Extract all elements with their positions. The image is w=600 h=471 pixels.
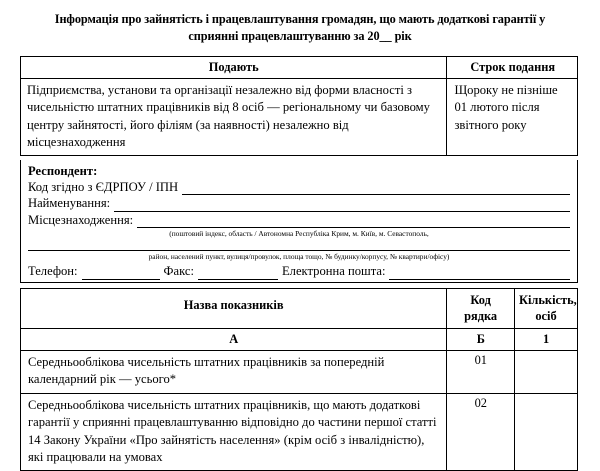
location-caption-line-2: район, населений пункт, вулиця/провулок, площа тощо, № будинку/корпусу, № квартири/офісу) (148, 252, 450, 262)
edrpou-label: Код згідно з ЄДРПОУ / ІПН (28, 180, 179, 194)
submission-header-who: Подають (21, 57, 447, 78)
submission-header-deadline: Строк подання (470, 60, 556, 74)
respondent-heading: Респондент: (28, 164, 98, 178)
indicators-letter-name: А (21, 329, 447, 350)
indicators-header-quantity (515, 289, 577, 328)
submission-table-header-row (21, 57, 577, 79)
indicator-quantity-02[interactable] (515, 394, 577, 471)
phone-input[interactable] (82, 266, 160, 280)
name-label: Найменування: (28, 196, 111, 211)
edrpou-input[interactable] (182, 181, 570, 195)
page-title: Інформація про зайнятість і працевлаштування громадян, що мають додаткові гарантії у сприянні працевлаштуванню за 20__ рік (54, 12, 546, 43)
name-input[interactable] (114, 198, 570, 212)
indicators-header-code-line1: Код (470, 293, 491, 307)
table-row (21, 351, 577, 394)
indicators-table (20, 288, 578, 471)
respondent-name-row (28, 195, 570, 211)
indicators-header-code-line2: рядка (464, 309, 498, 323)
indicator-code-01: 01 (447, 351, 515, 393)
indicators-header-code (447, 289, 515, 328)
table-row (21, 394, 577, 471)
phone-label: Телефон: (28, 264, 78, 279)
respondent-location-row (28, 212, 570, 228)
indicators-header-quantity-line2: осіб (535, 309, 557, 323)
respondent-edrpou-row (28, 179, 570, 195)
indicators-header-row (21, 289, 577, 329)
email-input[interactable] (389, 266, 570, 280)
submission-cell-who: Підприємства, установи та організації незалежно від форми власності з чисельністю штатних працівників від 8 осіб — регіональному чи базовому центру зайнятості, його філіям (за наявності) незалежно від місцезнаходження (21, 79, 447, 155)
location-label: Місцезнаходження: (28, 212, 134, 227)
submission-cell-deadline: Щороку не пізніше 01 лютого після звітного року (454, 83, 558, 132)
email-label: Електронна пошта: (281, 264, 386, 279)
indicators-letter-quantity: 1 (543, 332, 550, 346)
location-input[interactable] (137, 214, 570, 228)
table-row (21, 79, 577, 156)
submission-table (20, 56, 578, 156)
indicator-name-02: Середньооблікова чисельність штатних працівників, що мають додаткові гарантії у сприянні працевлаштуванню відповідно до частини першої статті 14 Закону України «Про зайнятість населення» (крім осіб з інвалідністю), які працювали на умовах (21, 394, 447, 471)
respondent-section (20, 160, 578, 283)
indicators-letter-row (21, 329, 577, 351)
fax-label: Факс: (163, 264, 194, 279)
indicators-header-quantity-line1: Кількість, (519, 293, 577, 307)
indicator-name-01: Середньооблікова чисельність штатних працівників за попередній календарний рік — усього* (21, 351, 447, 393)
indicator-quantity-01[interactable] (515, 351, 577, 393)
respondent-contact-row (28, 263, 570, 279)
fax-input[interactable] (198, 266, 278, 280)
indicators-letter-code: Б (447, 329, 515, 350)
indicators-header-name: Назва показників (21, 289, 447, 328)
location-input-second-line[interactable] (28, 239, 570, 251)
indicator-code-02: 02 (447, 394, 515, 471)
location-caption-line-1: (поштовий індекс, область / Автономна Республіка Крим, м. Київ, м. Севастополь, (169, 229, 429, 239)
